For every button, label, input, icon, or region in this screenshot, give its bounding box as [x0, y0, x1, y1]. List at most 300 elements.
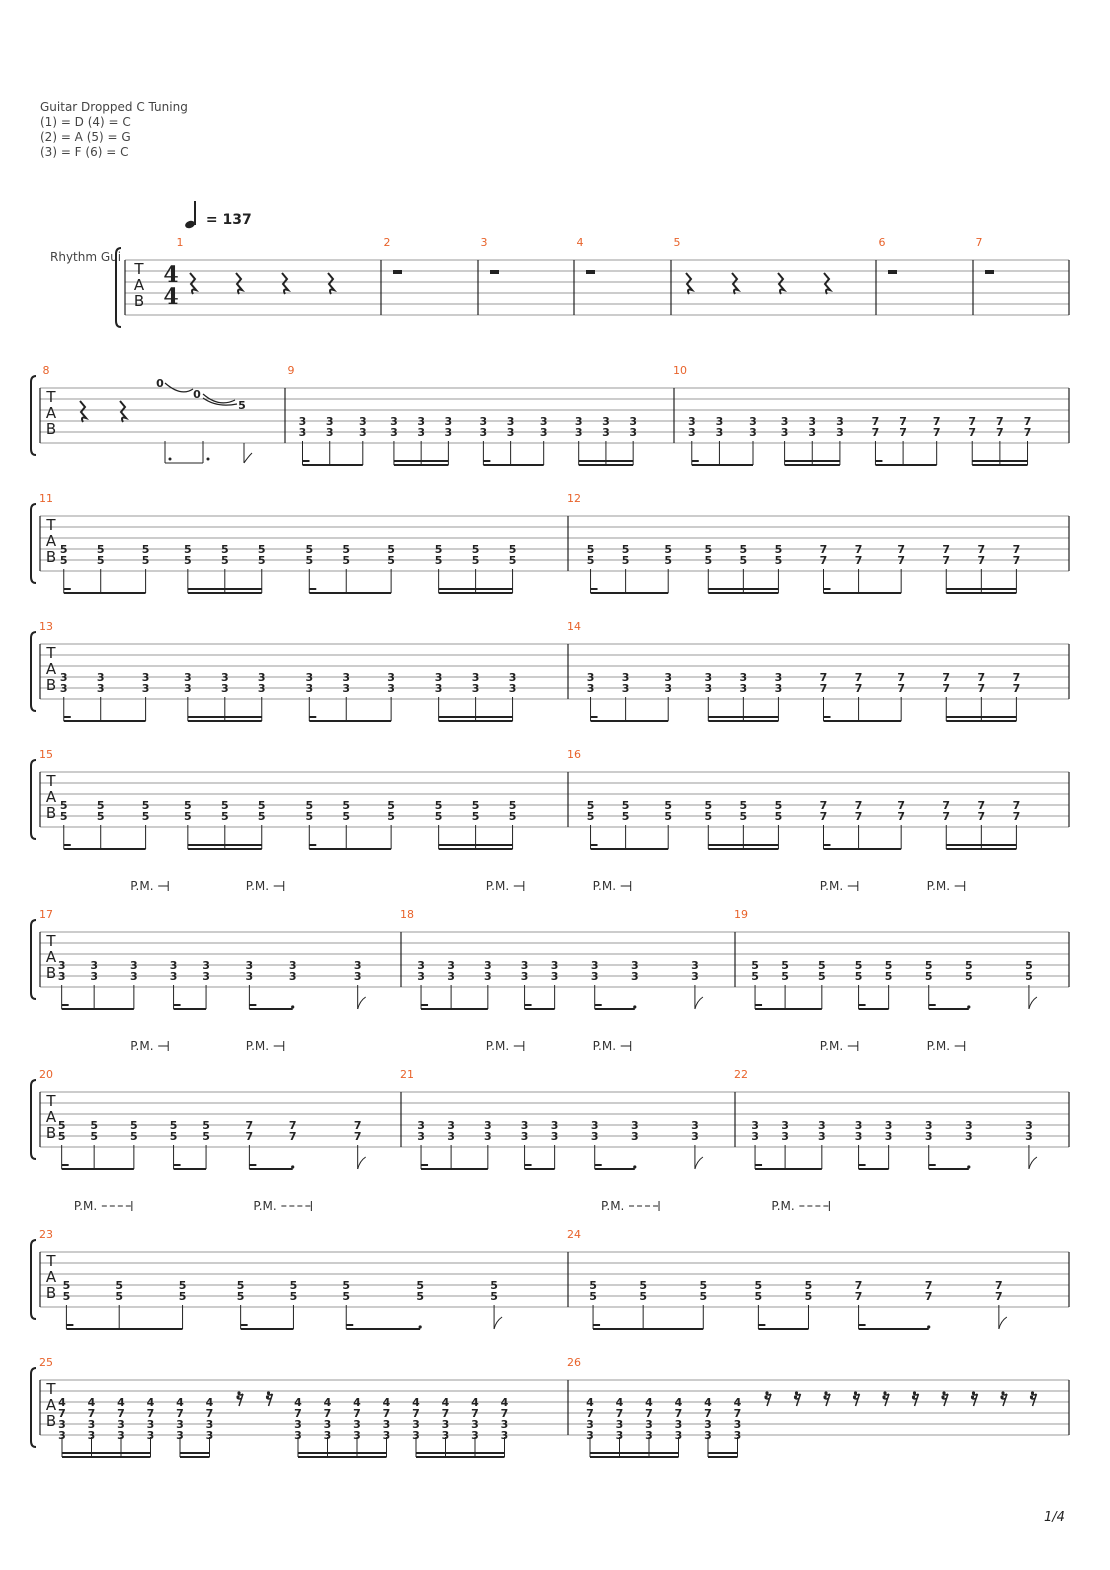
fret-number: 7 — [412, 1407, 420, 1420]
fret-number: 5 — [387, 810, 395, 823]
fret-number: 5 — [471, 810, 480, 823]
fret-number: 3 — [184, 682, 192, 695]
fret-number: 7 — [968, 426, 977, 439]
fret-number: 5 — [184, 554, 192, 567]
fret-number: 3 — [471, 1429, 479, 1442]
fret-number: 7 — [1023, 415, 1032, 428]
palm-mute-label: P.M. — [926, 879, 951, 893]
measure — [567, 1356, 1037, 1457]
tab-system — [31, 1039, 1069, 1169]
fret-number: 7 — [897, 810, 905, 823]
fret-number: 3 — [749, 426, 757, 439]
fret-number: 5 — [141, 543, 150, 556]
fret-number: 7 — [146, 1407, 155, 1420]
fret-number: 3 — [441, 1429, 450, 1442]
fret-number: 5 — [257, 810, 266, 823]
fret-number: 5 — [59, 554, 68, 567]
fret-number: 4 — [586, 1396, 594, 1409]
rest-dot — [883, 1391, 886, 1394]
fret-number: 3 — [417, 426, 425, 439]
fret-number: 7 — [205, 1407, 214, 1420]
fret-number: 7 — [942, 671, 951, 684]
fret-number: 5 — [1025, 959, 1033, 972]
fret-number: 3 — [550, 1130, 559, 1143]
fret-number: 7 — [586, 1407, 594, 1420]
fret-number: 7 — [932, 426, 941, 439]
tempo-value: = 137 — [205, 212, 252, 228]
fret-number: 5 — [781, 959, 789, 972]
tab-clef-letter: B — [45, 1284, 57, 1302]
fret-number: 5 — [964, 959, 973, 972]
measure — [734, 1039, 1037, 1169]
rest-dot — [823, 1395, 826, 1398]
quarter-rest-icon — [282, 273, 288, 294]
measure-number: 15 — [39, 748, 53, 761]
fret-number: 3 — [205, 1429, 214, 1442]
tie — [165, 383, 193, 392]
fret-number: 4 — [441, 1396, 450, 1409]
fret-number: 7 — [854, 554, 863, 567]
tab-clef-letter: A — [45, 404, 57, 422]
fret-number: 4 — [58, 1396, 66, 1409]
fret-number: 5 — [96, 799, 105, 812]
fret-number: 5 — [90, 1130, 98, 1143]
fret-number: 7 — [353, 1407, 361, 1420]
fret-number: 3 — [645, 1418, 653, 1431]
fret-number: 3 — [590, 970, 599, 983]
fret-number: 3 — [781, 1119, 789, 1132]
fret-number: 7 — [1012, 543, 1021, 556]
measure-number: 7 — [975, 236, 983, 249]
fret-number: 3 — [59, 671, 68, 684]
fret-number: 7 — [382, 1407, 391, 1420]
fret-number: 5 — [236, 1279, 245, 1292]
fret-number: 3 — [539, 426, 548, 439]
note-flag — [244, 443, 252, 463]
measure — [976, 236, 995, 274]
fret-number: 3 — [444, 415, 453, 428]
fret-number: 3 — [387, 671, 395, 684]
fret-number: 7 — [996, 415, 1004, 428]
fret-number: 3 — [169, 970, 178, 983]
fret-number: 3 — [130, 970, 138, 983]
measure — [674, 236, 831, 294]
palm-mute-label: P.M. — [130, 1039, 154, 1053]
fret-number: 4 — [733, 1396, 742, 1409]
tab-clef-letter: T — [46, 516, 56, 534]
fret-number: 3 — [447, 970, 455, 983]
fret-number: 3 — [412, 1429, 420, 1442]
measure — [288, 364, 637, 465]
palm-mute-label: P.M. — [819, 1039, 844, 1053]
fret-number: 4 — [294, 1396, 302, 1409]
fret-number: 3 — [808, 426, 817, 439]
fret-number: 5 — [202, 1130, 210, 1143]
fret-number: 5 — [818, 959, 826, 972]
tab-system — [31, 1356, 1069, 1457]
measure — [384, 236, 403, 274]
measure-number: 25 — [39, 1356, 53, 1369]
fret-number: 7 — [288, 1119, 297, 1132]
fret-number: 5 — [434, 543, 443, 556]
measure-number: 13 — [39, 620, 53, 633]
fret-number: 5 — [184, 810, 192, 823]
tab-clef-letter: B — [45, 420, 57, 438]
fret-number: 3 — [444, 426, 453, 439]
fret-number: 3 — [615, 1418, 624, 1431]
fret-number: 5 — [57, 1130, 66, 1143]
fret-number: 3 — [1025, 1130, 1033, 1143]
tab-system — [31, 879, 1069, 1009]
fret-number: 3 — [615, 1429, 624, 1442]
fret-number: 3 — [294, 1418, 302, 1431]
fret-number: 7 — [854, 671, 863, 684]
fret-number: 3 — [202, 959, 210, 972]
fret-number: 0 — [193, 388, 201, 401]
fret-number: 3 — [924, 1130, 933, 1143]
rest-dot — [972, 1391, 975, 1394]
fret-number: 3 — [818, 1130, 826, 1143]
note-flag — [999, 1317, 1007, 1329]
whole-rest-icon — [888, 270, 897, 274]
fret-number: 7 — [87, 1407, 96, 1420]
fret-number: 5 — [471, 554, 480, 567]
fret-number: 3 — [630, 1130, 639, 1143]
fret-number: 5 — [342, 554, 351, 567]
measure — [39, 492, 516, 593]
measure — [577, 236, 596, 274]
fret-number: 7 — [977, 671, 986, 684]
fret-number: 5 — [141, 810, 150, 823]
fret-number: 4 — [176, 1396, 184, 1409]
fret-number: 5 — [289, 1290, 298, 1303]
fret-number: 3 — [305, 671, 314, 684]
fret-number: 5 — [739, 810, 748, 823]
fret-number: 5 — [305, 810, 314, 823]
fret-number: 3 — [484, 970, 492, 983]
fret-number: 3 — [382, 1429, 391, 1442]
fret-number: 7 — [968, 415, 977, 428]
fret-number: 3 — [245, 970, 254, 983]
note-flag — [358, 1157, 366, 1169]
measure-number: 4 — [576, 236, 584, 249]
fret-number: 5 — [178, 1290, 187, 1303]
fret-number: 5 — [508, 543, 517, 556]
fret-number: 5 — [664, 554, 673, 567]
fret-number: 3 — [146, 1418, 155, 1431]
fret-number: 5 — [59, 543, 68, 556]
fret-number: 3 — [298, 426, 307, 439]
fret-number: 5 — [589, 1290, 597, 1303]
fret-number: 4 — [674, 1396, 683, 1409]
tuning-line: (3) = F (6) = C — [40, 145, 129, 159]
fret-number: 3 — [539, 415, 548, 428]
whole-rest-icon — [985, 270, 994, 274]
fret-number: 3 — [257, 671, 266, 684]
fret-number: 3 — [117, 1429, 125, 1442]
fret-number: 3 — [353, 959, 362, 972]
fret-number: 5 — [704, 543, 713, 556]
measure-number: 18 — [400, 908, 414, 921]
fret-number: 3 — [479, 415, 488, 428]
palm-mute-label: P.M. — [601, 1199, 625, 1213]
system-bracket — [31, 376, 36, 455]
fret-number: 5 — [704, 810, 713, 823]
measure-number: 23 — [39, 1228, 53, 1241]
palm-mute-label: P.M. — [592, 879, 617, 893]
rest-dot — [854, 1391, 857, 1394]
fret-number: 3 — [471, 682, 480, 695]
fret-number: 3 — [749, 415, 757, 428]
rest-dot — [913, 1391, 916, 1394]
fret-number: 5 — [184, 543, 192, 556]
tab-clef-letter: T — [46, 1380, 56, 1398]
fret-number: 5 — [704, 799, 713, 812]
fret-number: 5 — [434, 799, 443, 812]
system-bracket — [31, 760, 36, 839]
fret-number: 3 — [390, 426, 398, 439]
fret-number: 3 — [294, 1429, 302, 1442]
fret-number: 3 — [739, 682, 748, 695]
fret-number: 7 — [977, 810, 986, 823]
measure — [400, 879, 703, 1009]
quarter-rest-icon — [778, 273, 784, 294]
time-signature-bottom: 4 — [163, 284, 179, 310]
fret-number: 3 — [441, 1418, 450, 1431]
fret-number: 3 — [550, 959, 559, 972]
fret-number: 5 — [586, 810, 595, 823]
fret-number: 3 — [964, 1119, 973, 1132]
fret-number: 5 — [96, 543, 105, 556]
rest-dot — [267, 1391, 270, 1394]
tab-clef-letter: T — [134, 260, 144, 278]
tab-system — [31, 364, 1069, 465]
fret-number: 3 — [479, 426, 488, 439]
fret-number: 5 — [739, 543, 748, 556]
rest-dot — [853, 1395, 856, 1398]
fret-number: 7 — [854, 682, 863, 695]
fret-number: 7 — [899, 426, 907, 439]
fret-number: 3 — [90, 959, 98, 972]
fret-number: 3 — [520, 959, 529, 972]
fret-number: 3 — [836, 415, 844, 428]
whole-rest-icon — [586, 270, 595, 274]
tuning-line: (1) = D (4) = C — [40, 115, 131, 129]
fret-number: 3 — [58, 1429, 66, 1442]
fret-number: 5 — [59, 799, 68, 812]
fret-number: 3 — [574, 415, 583, 428]
fret-number: 3 — [417, 415, 425, 428]
measure-number: 24 — [567, 1228, 581, 1241]
fret-number: 5 — [471, 799, 480, 812]
fret-number: 3 — [288, 970, 297, 983]
palm-mute-label: P.M. — [485, 879, 510, 893]
tab-clef-letter: A — [45, 948, 57, 966]
fret-number: 3 — [412, 1418, 420, 1431]
measure-number: 2 — [383, 236, 391, 249]
tuning-title: Guitar Dropped C Tuning — [40, 100, 188, 114]
rest-dot — [765, 1391, 768, 1394]
fret-number: 3 — [169, 959, 178, 972]
fret-number: 3 — [818, 1119, 826, 1132]
fret-number: 3 — [664, 671, 673, 684]
fret-number: 5 — [220, 543, 229, 556]
tab-clef-letter: A — [133, 276, 145, 294]
fret-number: 5 — [664, 799, 673, 812]
fret-number: 7 — [924, 1290, 933, 1303]
fret-number: 3 — [57, 970, 66, 983]
palm-mute-label: P.M. — [245, 879, 270, 893]
fret-number: 3 — [704, 1418, 712, 1431]
fret-number: 3 — [691, 1119, 699, 1132]
fret-number: 3 — [288, 959, 297, 972]
fret-number: 3 — [630, 970, 639, 983]
fret-number: 5 — [305, 799, 314, 812]
measure — [39, 879, 366, 1009]
fret-number: 5 — [586, 799, 595, 812]
fret-number: 5 — [804, 1279, 813, 1292]
fret-number: 5 — [471, 543, 480, 556]
measure — [177, 236, 335, 294]
fret-number: 7 — [932, 415, 941, 428]
page-number: 1/4 — [1044, 1510, 1065, 1525]
measure-number: 16 — [567, 748, 581, 761]
system-bracket — [116, 248, 121, 327]
fret-number: 5 — [774, 554, 783, 567]
fret-number: 3 — [506, 415, 515, 428]
fret-number: 7 — [854, 810, 863, 823]
quarter-rest-icon — [824, 273, 830, 294]
rest-dot — [824, 1391, 827, 1394]
whole-rest-icon — [490, 270, 499, 274]
fret-number: 3 — [484, 1119, 492, 1132]
fret-number: 5 — [141, 554, 150, 567]
measure — [400, 1039, 703, 1169]
fret-number: 3 — [87, 1418, 96, 1431]
tab-system — [31, 620, 1069, 721]
fret-number: 3 — [674, 1429, 683, 1442]
fret-number: 7 — [58, 1407, 66, 1420]
fret-number: 5 — [238, 399, 246, 412]
fret-number: 3 — [57, 959, 66, 972]
quarter-rest-icon — [120, 401, 126, 422]
fret-number: 3 — [417, 1119, 425, 1132]
fret-number: 5 — [739, 554, 748, 567]
fret-number: 7 — [854, 799, 863, 812]
measure-number: 10 — [673, 364, 687, 377]
rest-dot — [971, 1395, 974, 1398]
fret-number: 3 — [471, 1418, 479, 1431]
quarter-rest-icon — [328, 273, 334, 294]
fret-number: 3 — [130, 959, 138, 972]
fret-number: 5 — [754, 1290, 763, 1303]
fret-number: 7 — [1012, 554, 1021, 567]
fret-number: 3 — [780, 415, 789, 428]
tab-clef-letter: A — [45, 532, 57, 550]
tab-clef-letter: B — [45, 1124, 57, 1142]
measure-number: 9 — [287, 364, 295, 377]
fret-number: 3 — [836, 426, 844, 439]
palm-mute-label: P.M. — [485, 1039, 510, 1053]
fret-number: 7 — [897, 554, 905, 567]
fret-number: 5 — [586, 543, 595, 556]
note-flag — [1029, 1157, 1037, 1169]
system-bracket — [31, 504, 36, 583]
fret-number: 7 — [995, 1290, 1003, 1303]
measure — [879, 236, 898, 274]
fret-number: 5 — [90, 1119, 98, 1132]
measure-number: 21 — [400, 1068, 414, 1081]
fret-number: 3 — [342, 682, 351, 695]
fret-number: 3 — [774, 682, 783, 695]
dot — [207, 458, 210, 461]
fret-number: 7 — [1012, 682, 1021, 695]
fret-number: 7 — [899, 415, 907, 428]
fret-number: 5 — [257, 554, 266, 567]
fret-number: 5 — [62, 1290, 71, 1303]
fret-number: 5 — [751, 970, 759, 983]
fret-number: 3 — [691, 959, 699, 972]
fret-number: 3 — [704, 1429, 712, 1442]
fret-number: 5 — [416, 1279, 424, 1292]
fret-number: 3 — [353, 1429, 361, 1442]
fret-number: 3 — [141, 682, 150, 695]
fret-number: 5 — [342, 543, 351, 556]
measure-number: 20 — [39, 1068, 53, 1081]
tab-clef-letter: T — [46, 388, 56, 406]
fret-number: 3 — [781, 1130, 789, 1143]
rest-dot — [236, 1395, 239, 1398]
fret-number: 7 — [854, 1290, 863, 1303]
fret-number: 5 — [130, 1130, 138, 1143]
measure — [673, 364, 1031, 465]
rest-dot — [795, 1391, 798, 1394]
fret-number: 5 — [884, 959, 893, 972]
fret-number: 5 — [434, 810, 443, 823]
fret-number: 5 — [169, 1130, 178, 1143]
fret-number: 3 — [630, 1119, 639, 1132]
fret-number: 5 — [178, 1279, 187, 1292]
fret-number: 3 — [691, 1130, 699, 1143]
fret-number: 7 — [871, 415, 880, 428]
fret-number: 5 — [586, 554, 595, 567]
measure-number: 22 — [734, 1068, 748, 1081]
fret-number: 7 — [897, 682, 905, 695]
palm-mute-label: P.M. — [245, 1039, 270, 1053]
fret-number: 7 — [819, 810, 828, 823]
fret-number: 3 — [96, 671, 105, 684]
fret-number: 5 — [1025, 970, 1033, 983]
fret-number: 7 — [942, 543, 951, 556]
fret-number: 5 — [774, 810, 783, 823]
fret-number: 5 — [924, 959, 933, 972]
fret-number: 7 — [1023, 426, 1032, 439]
fret-number: 7 — [674, 1407, 683, 1420]
measure-number: 5 — [673, 236, 681, 249]
fret-number: 3 — [447, 1130, 455, 1143]
fret-number: 3 — [739, 671, 748, 684]
fret-number: 5 — [639, 1279, 647, 1292]
fret-number: 3 — [884, 1119, 893, 1132]
fret-number: 5 — [699, 1279, 708, 1292]
whole-rest-icon — [393, 270, 402, 274]
fret-number: 3 — [176, 1418, 184, 1431]
fret-number: 3 — [715, 426, 724, 439]
palm-mute-label: P.M. — [73, 1199, 98, 1213]
fret-number: 0 — [156, 377, 164, 390]
rest-dot — [882, 1395, 885, 1398]
fret-number: 7 — [819, 543, 828, 556]
